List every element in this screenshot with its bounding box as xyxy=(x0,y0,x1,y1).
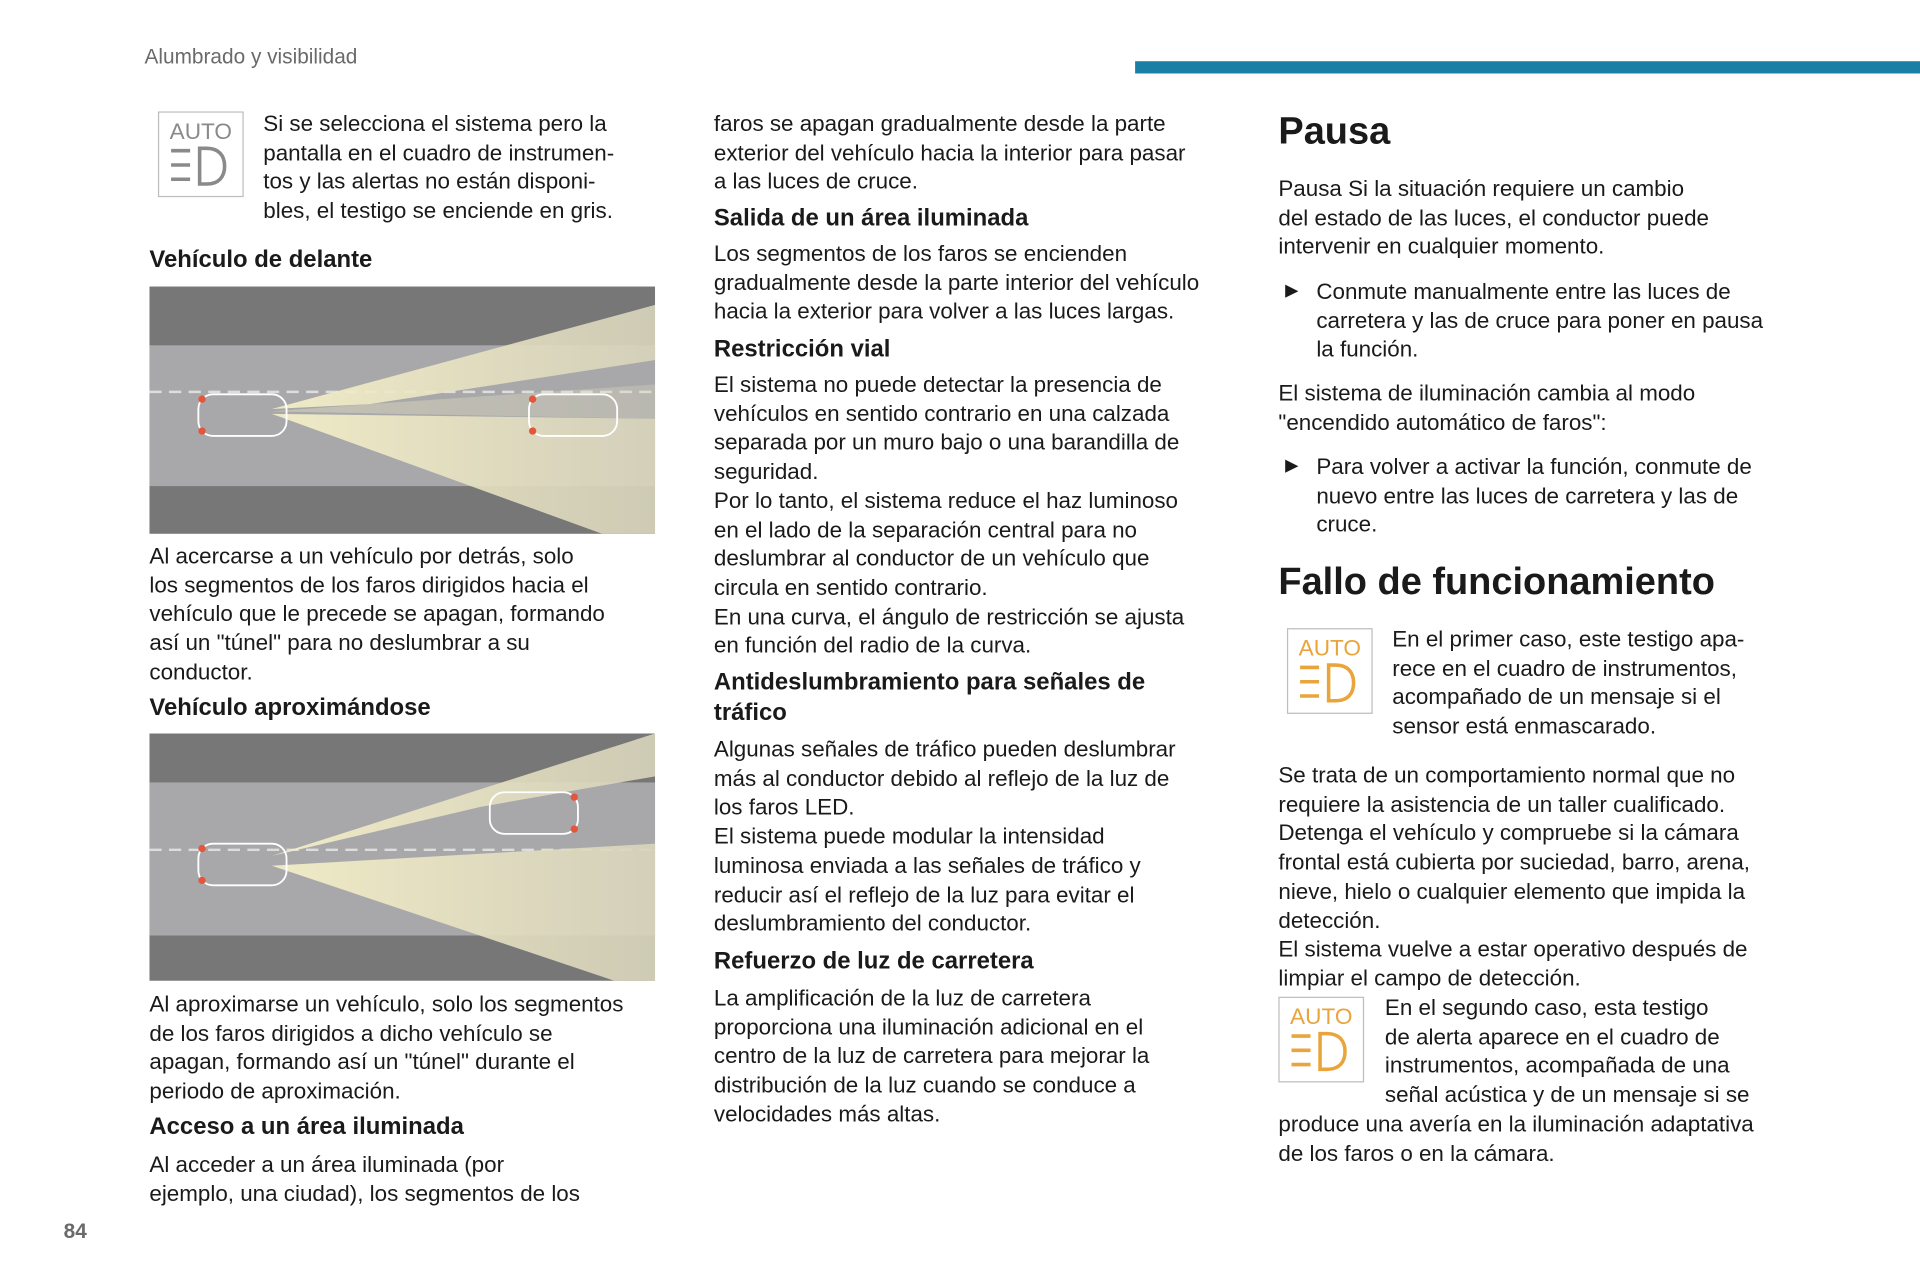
illustration-vehicle-ahead xyxy=(149,287,655,534)
bullet-text: Para volver a activar la función, conmute de nuevo entre las luces de carretera y las de cruce. xyxy=(1316,453,1752,537)
page-number: 84 xyxy=(63,1219,87,1243)
auto-headlight-icon-orange xyxy=(1287,628,1373,714)
text-comportamiento-normal: Se trata de un comportamiento normal que no requiere la asistencia de un taller cualificado. Detenga el vehículo y compruebe si la cámara frontal está cubierta por suciedad, barro, arena, nieve, hielo o cualquier elemento que impida la detección. El sistema vuelve a estar operativo después de limpiar el campo de detección. xyxy=(1278,761,1751,991)
text-modo: El sistema de iluminación cambia al modo "encendido automático de faros": xyxy=(1278,379,1696,435)
bullet-arrow-icon: ► xyxy=(1280,453,1303,478)
heading-restriccion-vial: Restricción vial xyxy=(713,335,891,363)
auto-headlight-icon-gray xyxy=(158,111,244,197)
heading-antideslumbramiento: Antideslumbramiento para señales de tráfico xyxy=(713,668,1146,726)
text-vehiculo-delante: Al acercarse a un vehículo por detrás, solo los segmentos de los faros dirigidos hacia el vehículo que le precede se apagan, formando así un "túnel" para no deslumbrar a su conductor. xyxy=(149,542,605,685)
text-salida: Los segmentos de los faros se encienden gradualmente desde la parte interior del vehículo hacia la exterior para volver a las luces largas. xyxy=(713,240,1200,324)
heading-vehiculo-delante: Vehículo de delante xyxy=(149,246,373,274)
bullet-reactivar xyxy=(1281,452,1752,539)
text-pausa: Pausa Si la situación requiere un cambio del estado de las luces, el conductor puede intervenir en cualquier momento. xyxy=(1278,175,1709,259)
svg-text:AUTO: AUTO xyxy=(169,118,232,144)
text-restriccion-vial: El sistema no puede detectar la presencia de vehículos en sentido contrario en una calzada separada por un muro bajo o una barandilla de seguridad. Por lo tanto, el sistema reduce el haz luminoso en el lado de la separación central para no deslumbrar al conductor de un vehículo que circula en sentido contrario. En una curva, el ángulo de restricción se ajusta en función del radio de la curva. xyxy=(713,371,1185,658)
bullet-arrow-icon: ► xyxy=(1280,277,1303,303)
svg-text:AUTO: AUTO xyxy=(1298,635,1361,661)
text-antideslumbramiento: Algunas señales de tráfico pueden deslumbrar más al conductor debido al reflejo de la luz de los faros LED. El sistema puede modular la intensidad luminosa enviada a las señales de tráfico y reducir así el reflejo de la luz para evitar el deslumbramiento del conductor. xyxy=(713,735,1176,936)
text-segundo-caso: En el segundo caso, esta testigo de alerta aparece en el cuadro de instrumentos, acompañada de una señal acústica y de un mensaje si se xyxy=(1384,994,1750,1108)
text-segundo-caso-end: produce una avería en la iluminación adaptativa de los faros o en la cámara. xyxy=(1278,1110,1754,1166)
heading-acceso-area-iluminada: Acceso a un área iluminada xyxy=(149,1113,464,1141)
text-continuation: faros se apagan gradualmente desde la parte exterior del vehículo hacia la interior para pasar a las luces de cruce. xyxy=(713,110,1186,194)
text-acceso-area-iluminada: Al acceder a un área iluminada (por ejemplo, una ciudad), los segmentos de los xyxy=(149,1151,580,1206)
text-vehiculo-aproximandose: Al aproximarse un vehículo, solo los segmentos de los faros dirigidos a dicho vehículo se apagan, formando así un "túnel" durante el periodo de aproximación. xyxy=(149,990,624,1104)
illustration-vehicle-approaching xyxy=(149,733,655,980)
heading-vehiculo-aproximandose: Vehículo aproximándose xyxy=(149,694,431,722)
heading-refuerzo: Refuerzo de luz de carretera xyxy=(713,947,1034,975)
bullet-conmute xyxy=(1281,277,1763,364)
text-refuerzo: La amplificación de la luz de carretera proporciona una iluminación adicional en el centro de la luz de carretera para mejorar la distribución de la luz cuando se conduce a velocidades más altas. xyxy=(713,984,1150,1127)
intro-text: Si se selecciona el sistema pero la pantalla en el cuadro de instrumen- tos y las alertas no están disponi- bles, el testigo se enciende en gris. xyxy=(263,110,615,223)
auto-headlight-icon-orange-2 xyxy=(1278,997,1364,1083)
bullet-text: Conmute manualmente entre las luces de carretera y las de cruce para poner en pausa la función. xyxy=(1316,277,1764,362)
text-primer-caso: En el primer caso, este testigo apa- rece en el cuadro de instrumentos, acompañado de un mensaje si el sensor está enmascarado. xyxy=(1392,625,1745,739)
heading-salida: Salida de un área iluminada xyxy=(713,204,1029,232)
section-header: Alumbrado y visibilidad xyxy=(144,45,358,69)
heading-fallo: Fallo de funcionamiento xyxy=(1278,559,1715,603)
svg-text:AUTO: AUTO xyxy=(1290,1004,1353,1030)
heading-pausa: Pausa xyxy=(1278,108,1391,152)
header-accent-bar xyxy=(1135,61,1920,73)
